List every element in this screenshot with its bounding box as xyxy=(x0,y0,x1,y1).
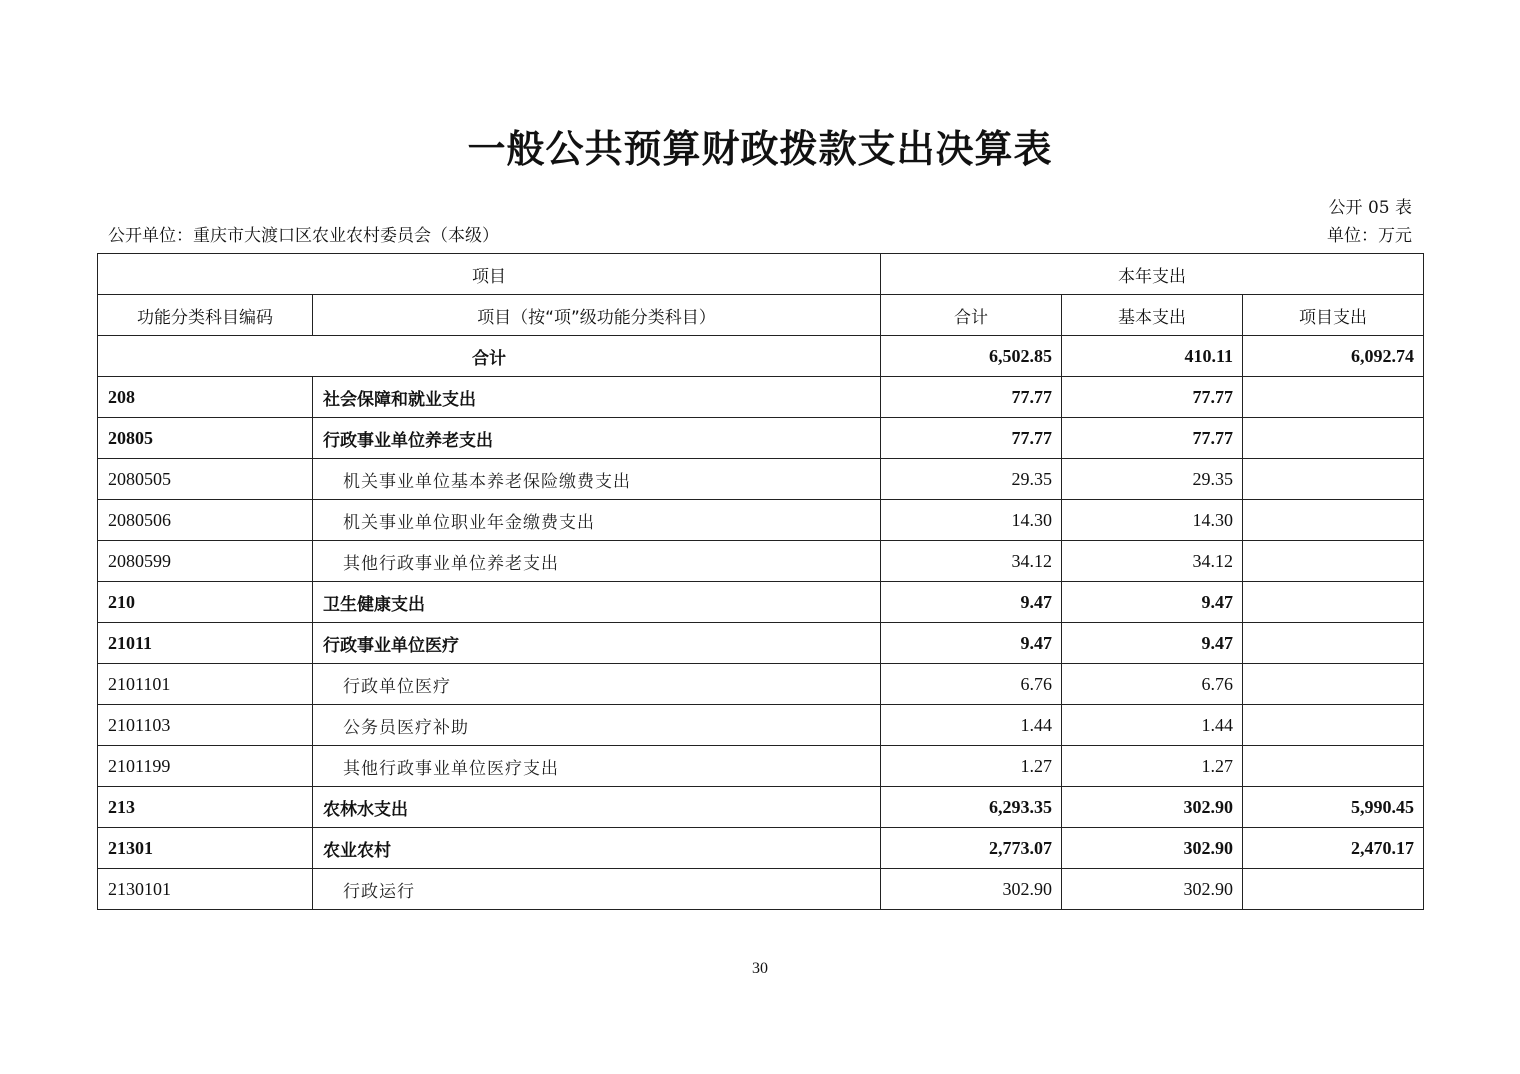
table-row xyxy=(98,664,1424,705)
row-total: 9.47 xyxy=(881,623,1062,664)
row-project xyxy=(1243,705,1424,746)
row-name: 机关事业单位职业年金缴费支出 xyxy=(313,500,881,541)
row-basic: 29.35 xyxy=(1062,459,1243,500)
page-number: 30 xyxy=(752,960,768,977)
row-basic: 14.30 xyxy=(1062,500,1243,541)
table-body xyxy=(98,254,1424,910)
row-basic: 1.44 xyxy=(1062,705,1243,746)
header-row-2 xyxy=(98,295,1424,336)
page-title: 一般公共预算财政拨款支出决算表 xyxy=(467,127,1053,171)
row-code: 2101199 xyxy=(98,746,313,787)
row-total: 29.35 xyxy=(881,459,1062,500)
table-row xyxy=(98,459,1424,500)
row-code: 2101103 xyxy=(98,705,313,746)
row-project xyxy=(1243,869,1424,910)
row-project: 2,470.17 xyxy=(1243,828,1424,869)
row-total: 1.27 xyxy=(881,746,1062,787)
header-row-1 xyxy=(98,254,1424,295)
row-total: 1.44 xyxy=(881,705,1062,746)
row-name: 行政运行 xyxy=(313,869,881,910)
header-total: 合计 xyxy=(881,295,1062,336)
currency-unit: 单位：万元 xyxy=(1327,226,1412,246)
row-total: 6.76 xyxy=(881,664,1062,705)
row-name: 社会保障和就业支出 xyxy=(313,377,881,418)
row-name: 其他行政事业单位医疗支出 xyxy=(313,746,881,787)
row-project xyxy=(1243,623,1424,664)
row-total: 302.90 xyxy=(881,869,1062,910)
row-name: 行政事业单位医疗 xyxy=(313,623,881,664)
table-row xyxy=(98,418,1424,459)
form-number: 公开 05 表 xyxy=(1328,198,1412,218)
row-basic: 9.47 xyxy=(1062,582,1243,623)
row-code: 213 xyxy=(98,787,313,828)
row-total: 2,773.07 xyxy=(881,828,1062,869)
row-code: 21301 xyxy=(98,828,313,869)
publishing-unit: 公开单位：重庆市大渡口区农业农村委员会（本级） xyxy=(108,226,499,246)
row-total: 34.12 xyxy=(881,541,1062,582)
total-project: 6,092.74 xyxy=(1243,336,1424,377)
row-name: 卫生健康支出 xyxy=(313,582,881,623)
row-basic: 302.90 xyxy=(1062,828,1243,869)
table-row xyxy=(98,582,1424,623)
row-name: 机关事业单位基本养老保险缴费支出 xyxy=(313,459,881,500)
row-name: 其他行政事业单位养老支出 xyxy=(313,541,881,582)
table-row xyxy=(98,541,1424,582)
row-basic: 34.12 xyxy=(1062,541,1243,582)
row-name: 行政单位医疗 xyxy=(313,664,881,705)
table-row xyxy=(98,828,1424,869)
row-project xyxy=(1243,664,1424,705)
row-name: 农林水支出 xyxy=(313,787,881,828)
row-total: 6,293.35 xyxy=(881,787,1062,828)
row-project xyxy=(1243,500,1424,541)
header-project: 项目 xyxy=(98,254,881,295)
row-code: 2080506 xyxy=(98,500,313,541)
row-code: 21011 xyxy=(98,623,313,664)
table-row xyxy=(98,705,1424,746)
row-project xyxy=(1243,418,1424,459)
row-basic: 1.27 xyxy=(1062,746,1243,787)
row-project: 5,990.45 xyxy=(1243,787,1424,828)
table-row xyxy=(98,500,1424,541)
row-name: 公务员医疗补助 xyxy=(313,705,881,746)
header-current-year: 本年支出 xyxy=(881,254,1424,295)
table-row xyxy=(98,623,1424,664)
row-basic: 77.77 xyxy=(1062,418,1243,459)
header-code: 功能分类科目编码 xyxy=(98,295,313,336)
table-row xyxy=(98,746,1424,787)
total-basic: 410.11 xyxy=(1062,336,1243,377)
total-label: 合计 xyxy=(98,336,881,377)
row-code: 2080599 xyxy=(98,541,313,582)
budget-table xyxy=(97,253,1424,910)
table-row xyxy=(98,787,1424,828)
row-project xyxy=(1243,377,1424,418)
row-project xyxy=(1243,459,1424,500)
row-basic: 9.47 xyxy=(1062,623,1243,664)
row-basic: 302.90 xyxy=(1062,787,1243,828)
row-basic: 302.90 xyxy=(1062,869,1243,910)
table-row xyxy=(98,377,1424,418)
table-row xyxy=(98,869,1424,910)
total-row xyxy=(98,336,1424,377)
row-total: 77.77 xyxy=(881,377,1062,418)
row-code: 2080505 xyxy=(98,459,313,500)
row-project xyxy=(1243,541,1424,582)
row-total: 77.77 xyxy=(881,418,1062,459)
header-item: 项目（按“项”级功能分类科目） xyxy=(313,295,881,336)
row-basic: 6.76 xyxy=(1062,664,1243,705)
row-code: 2101101 xyxy=(98,664,313,705)
row-name: 行政事业单位养老支出 xyxy=(313,418,881,459)
row-code: 20805 xyxy=(98,418,313,459)
row-code: 210 xyxy=(98,582,313,623)
row-project xyxy=(1243,746,1424,787)
row-code: 2130101 xyxy=(98,869,313,910)
row-name: 农业农村 xyxy=(313,828,881,869)
total-sum: 6,502.85 xyxy=(881,336,1062,377)
row-total: 9.47 xyxy=(881,582,1062,623)
row-project xyxy=(1243,582,1424,623)
header-basic: 基本支出 xyxy=(1062,295,1243,336)
header-project-expense: 项目支出 xyxy=(1243,295,1424,336)
row-code: 208 xyxy=(98,377,313,418)
row-basic: 77.77 xyxy=(1062,377,1243,418)
row-total: 14.30 xyxy=(881,500,1062,541)
